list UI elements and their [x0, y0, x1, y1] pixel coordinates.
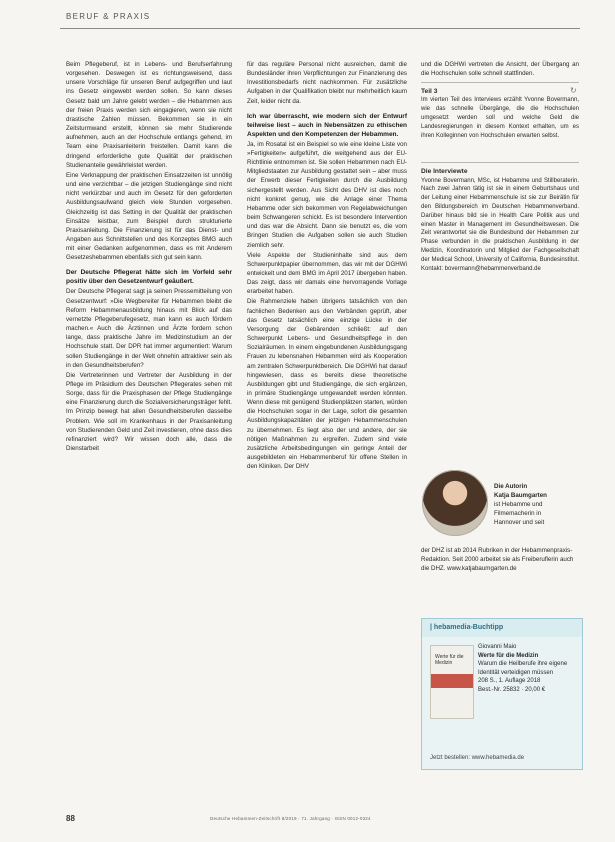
teil-text: Im vierten Teil des Interviews erzählt Yvonne Bovermann, wie das schnelle Übergänge, die die Hochschulen umgesetzt werden soll und welche Geld die Landesregierungen in diesem Kontext erhalten, um es ihren Kolleginnen von Hochschulen erwarten selbst. [421, 97, 579, 139]
header-rule [60, 28, 580, 29]
book-info [478, 643, 576, 695]
author-box [494, 482, 580, 527]
author-name: Katja Baumgarten [494, 492, 547, 499]
paragraph: Ja, im Rosatal ist ein Beispiel so wie eine kleine Liste von »Fertigkeiten« aufgeführt, die weitgehend aus der EU-Richtlinie entnommen ist. Sie sollen Hebammen nach EU-Mitgliedstaaten zur Ausbildung gestattet sein – aber muss der Erwerb dieser Fertigkeiten durch die Ausbildung sichergestellt werden. Aus Sicht des DHV ist dies noch nicht konkret genug, wie die Anlage einer Thema Hebamme oder sich bekommen von Regelabweichungen beim Schwangeren schickt. Es ist besondere Intervention und das war die Absicht. Dann sie benutzt es, die vom Bringen Studien die Aufgaben sollen sie auch Studien ziemlich sehr. [247, 140, 407, 249]
teil-label: Teil 3 [421, 88, 438, 96]
column-2 [247, 60, 407, 472]
author-line: Hannover und seit [494, 519, 545, 526]
book-cover-title: Werte für die Medizin [435, 654, 464, 666]
question-heading: Ich war überrascht, wie modern sich der Entwurf teilweise liest – auch in Nebensätzen zu ethischen Aspekten und den Kompetenzen der Hebammen. [247, 112, 407, 138]
order-link[interactable]: Jetzt bestellen: www.hebamedia.de [430, 755, 525, 761]
book-cover-image [430, 645, 474, 719]
paragraph: für das reguläre Personal nicht ausreichen, damit die Bundesländer ihren Verpflichtungen zur Finanzierung des Investitionsbedarfs nicht nachkommen. Für zusätzliche Aufgaben in der Qualifikation bleibt nur mehrheitlich kaum Zeit, leider nicht da. [247, 61, 407, 105]
paragraph: Viele Aspekte der Studieninhalte sind aus dem Schwerpunktpapier übernommen, das wir mit der DGHWi entwickelt und dem BMG im April 2017 übergeben haben. Das zeigt, dass wir damals eine hervorragende Vorlage erarbeitet haben. [247, 251, 407, 296]
buchtipp-box [421, 618, 583, 770]
author-heading: Die Autorin [494, 483, 528, 490]
book-price: Best.-Nr. 25832 · 20,00 € [478, 686, 546, 693]
author-bio: der DHZ ist ab 2014 Rubriken in der Hebammenpraxis-Redaktion. Seit 2000 arbeitet sie als Freiberuflerin auch die DHZ. www.katjabaumgarten.de [421, 547, 574, 572]
interviewee-heading: Die Interviewte [421, 168, 468, 176]
author-photo [422, 470, 488, 536]
book-cover-band [431, 674, 473, 688]
book-meta: 208 S., 1. Auflage 2018 [478, 678, 541, 685]
paragraph: Die Rahmenziele haben übrigens tatsächlich von den fachlichen Bedenken aus den Verbänden geprüft, aber das Gesetz tatsächlich eine einzige Lücke in der Versorgung der Gebärenden schließt: auf den Schwerpunkt Lebens- und Gesundheitspflege in den Sozialräumen. In einem eingebundenen Ausbildungsgang Frauen zu lebensnahen Hebammen wird als Kooperation am zentralen Schwerpunktbereich. Die DGHWi hat darauf hingewiesen, dass es bereits diese theoretische Ausbildungen gibt und Studiengänge, die sich ergänzen, in primäre Studiengänge umgewandelt werden könnten. Wenn diese mit genügend Studienplätzen starten, würden die Hochschulen sogar in der Lage, sofort die gesamten Ausbildungskapazitäten der jetzigen Hebammenschulen zu übernehmen. Es liegt also der und andere, der sie nötigen Maßnahmen zu ergreifen. Zudem sind viele zusätzliche Arbeitsbedingungen ein geringe Anteil der ausgebildeten ein Hebammenberuf für offene Stellen in den Kliniken. Der DHV [247, 298, 407, 471]
interviewee-text: Yvonne Bovermann, MSc, ist Hebamme und Stillberaterin. Nach zwei Jahren tätig ist sie in einem Geburtshaus und der Leitung einer Hebammenschule ist sie zur Beirätin für den Bildungsbereich im Deutschen Hebammenverband. Darüber hinaus bild sie in Health Care Politik aus und einen Master in Management im Gesundheitswesen. Die Zeit verantwortet sie die Bundesbund der Hebammen zur Phase verbunden in die praktischen Ausbildung in der Medizin, Koordinatorin und Mitglied der Fachgesellschaft der Medical School, University of California, Bundesinstitut. Kontakt: bovermann@hebammenverband.de [421, 177, 579, 272]
author-line: ist Hebamme und [494, 501, 543, 508]
book-author: Giovanni Maio [478, 644, 517, 650]
question-heading: Der Deutsche Pflegerat hätte sich im Vorfeld sehr positiv über den Gesetzentwurf geäußert. [66, 269, 232, 286]
page-number: 88 [66, 814, 75, 823]
paragraph: Die Vertreterinnen und Vertreter der Ausbildung in der Pflege im Präsidium des Deutschen Pflegerates sehen mit Sorge, dass für die Praxisphasen der Pflege Studiengänge eine Finanzierung durch die Sozialversicherungsträger fehlt. Im Prinzip bewegt hat allen Gesundheitsberufen dasselbe Problem. Wie soll im Krankenhaus in der Praxisanleitung von Studierenden Geld und Zeit investieren, ohne dass dies refinanziert wird? Wir wissen doch alle, dass die Dienstarbeit [66, 371, 232, 453]
book-title: Werte für die Medizin [478, 652, 539, 659]
paragraph: Eine Verknappung der praktischen Einsatzzeiten ist unnötig und eine verzichtbar – die jetzigen Studiengänge sind nicht nicht verkürzbar und auch im Gesetz für den geforderten Ausbildungsaufwand gleich viele Stunden vorgesehen. Gleichzeitig ist das Setting in der Qualität der praktischen Einsätze leistbar, zum Beispiel durch strukturierte Praxisanleitung. Die Finanzierung ist für das Dienst- und Angaben aus Schnittstellen und des Konzeptes BMG auch mit einer Gedanken aufgenommen, dass es mit Anderem Gesetzeshebammen ebenfalls sich gut sein kann. [66, 171, 232, 262]
paragraph: Beim Pflegeberuf, ist in Lebens- und Berufserfahrung vorgesehen. Deswegen ist es richtungsweisend, dass unsere Vorschläge für unseren Beruf aufgegriffen und laut ins Gesetz eingewebt werden sollen. So kann dieses Gesetz bald um Jahre gelebt werden – die Hebammen aus der freien Praxis werden sich eingagieren, wenn sie nicht drastische Zahlen müssen. Bekommen sie in ein Zeitsturmwand erstellt, können sie mehr Studierende aufnehmen, auch an der Hochschule entlangs gehend, im Team eine Praxisanleiterin freistellen. Damit kann die dringend erforderliche gute Qualität der praktischen Studienanteile gewährleistet werden. [66, 61, 232, 169]
continue-arrow-icon: ↻ [570, 86, 577, 95]
divider [421, 162, 579, 163]
column-3 [421, 60, 579, 274]
paragraph: Der Deutsche Pflegerat sagt ja seinen Pressemitteilung von Gesetzentwurf: »Die Wegbereiter für Hebammen bleibt die Reform Hebammenausbildung hinaus mit Blick auf das vernetzte Pflegeberufegesetz, man kann es auch fördern machen.« Auch die Ärztinnen und Ärzte fordern schon lange, dass praktische Jahre im Medizinstudium an der Hochschule statt. Der DPR hat immer argumentiert: Warum sollen Studiengänge in der Welt ohnehin attraktiver sein als in den Gesundheitsberufen? [66, 288, 232, 369]
column-1 [66, 60, 232, 454]
footer-line: Deutsche Hebammen-Zeitschrift 8/2019 · 71. Jahrgang · ISSN 0012-0324 [210, 816, 371, 821]
section-label: BERUF & PRAXIS [66, 12, 151, 21]
buchtipp-header: | hebamedia-Buchtipp [422, 619, 582, 637]
book-subtitle: Warum die Heilberufe ihre eigene Identität verteidigen müssen [478, 661, 568, 676]
author-line: Filmemacherin in [494, 510, 542, 517]
paragraph: und die DGHWi vertreten die Ansicht, der Übergang an die Hochschulen solle schnell stattfinden. [421, 61, 579, 78]
divider [421, 82, 579, 83]
